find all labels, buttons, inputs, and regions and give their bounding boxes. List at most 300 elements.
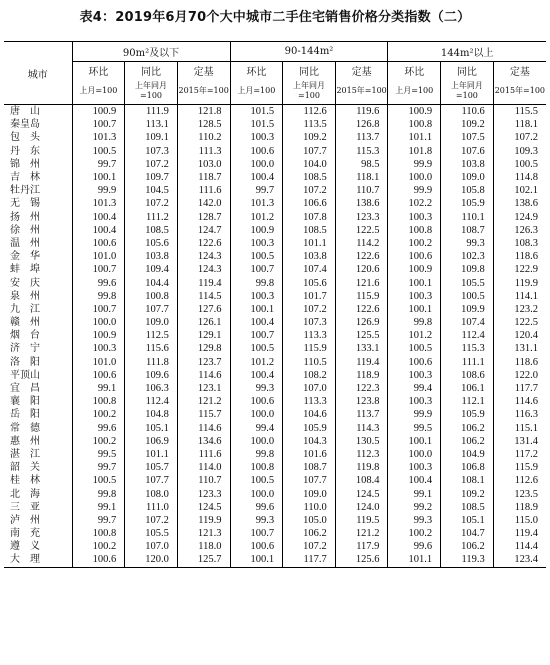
value-cell: 111.9 — [125, 105, 178, 119]
value-cell: 105.6 — [283, 276, 336, 289]
value-cell: 104.5 — [125, 184, 178, 197]
value-cell: 115.0 — [493, 514, 546, 527]
value-cell: 99.3 — [230, 514, 283, 527]
value-cell: 110.5 — [283, 356, 336, 369]
group-header-large: 144m²以上 — [388, 42, 546, 62]
city-cell: 烟 台 — [10, 330, 40, 342]
value-cell: 112.4 — [441, 329, 494, 342]
table-row — [4, 158, 546, 171]
sub-header-base: 定基 — [493, 62, 546, 79]
value-cell: 111.6 — [177, 448, 230, 461]
value-cell: 99.8 — [230, 276, 283, 289]
sub-header-yoy: 同比 — [283, 62, 336, 79]
value-cell: 133.1 — [335, 342, 388, 355]
value-cell: 107.6 — [441, 145, 494, 158]
value-cell: 100.0 — [230, 435, 283, 448]
value-cell: 107.4 — [441, 316, 494, 329]
value-cell: 100.6 — [388, 356, 441, 369]
value-cell: 102.1 — [493, 184, 546, 197]
value-cell: 108.5 — [125, 224, 178, 237]
value-cell: 115.9 — [283, 342, 336, 355]
value-cell: 100.5 — [388, 342, 441, 355]
city-cell: 三 亚 — [10, 501, 40, 513]
value-cell: 118.6 — [493, 250, 546, 263]
value-cell: 112.6 — [493, 474, 546, 487]
value-cell: 103.8 — [441, 158, 494, 171]
table-row — [4, 316, 546, 329]
value-cell: 100.5 — [493, 158, 546, 171]
city-cell: 襄 阳 — [10, 396, 40, 408]
sub-header-base: 定基 — [335, 62, 388, 79]
value-cell: 100.7 — [72, 118, 125, 131]
table-row — [4, 145, 546, 158]
value-cell: 119.4 — [493, 527, 546, 540]
table-row — [4, 382, 546, 395]
value-cell: 100.1 — [72, 171, 125, 184]
value-cell: 100.5 — [230, 342, 283, 355]
value-cell: 113.5 — [283, 118, 336, 131]
city-cell: 桂 林 — [10, 475, 40, 487]
value-cell: 106.2 — [441, 540, 494, 553]
value-cell: 101.8 — [388, 145, 441, 158]
table-row — [4, 263, 546, 276]
value-cell: 122.6 — [335, 303, 388, 316]
value-cell: 100.5 — [230, 250, 283, 263]
city-cell: 包 头 — [10, 132, 40, 144]
value-cell: 105.5 — [125, 527, 178, 540]
value-cell: 101.1 — [388, 553, 441, 567]
value-cell: 120.4 — [493, 329, 546, 342]
value-cell: 122.6 — [177, 237, 230, 250]
value-cell: 109.6 — [125, 369, 178, 382]
value-cell: 105.0 — [283, 514, 336, 527]
value-cell: 99.7 — [72, 461, 125, 474]
value-cell: 100.0 — [72, 316, 125, 329]
value-cell: 105.9 — [283, 422, 336, 435]
value-cell: 100.7 — [230, 263, 283, 276]
value-cell: 104.9 — [441, 448, 494, 461]
table-row — [4, 448, 546, 461]
value-cell: 108.5 — [283, 171, 336, 184]
value-cell: 107.4 — [283, 263, 336, 276]
value-cell: 108.5 — [441, 501, 494, 514]
value-cell: 115.3 — [441, 342, 494, 355]
city-cell: 济 宁 — [10, 343, 40, 355]
table-row — [4, 369, 546, 382]
value-cell: 113.3 — [283, 395, 336, 408]
value-cell: 122.3 — [335, 382, 388, 395]
value-cell: 100.9 — [72, 329, 125, 342]
base-header-last-month: 上月=100 — [72, 78, 125, 105]
value-cell: 100.6 — [388, 250, 441, 263]
value-cell: 100.1 — [230, 553, 283, 567]
table-row — [4, 540, 546, 553]
city-cell: 牡丹江 — [10, 185, 40, 197]
value-cell: 99.9 — [72, 184, 125, 197]
city-cell: 安 庆 — [10, 277, 40, 289]
city-cell: 岳 阳 — [10, 409, 40, 421]
value-cell: 99.9 — [388, 408, 441, 421]
value-cell: 117.7 — [283, 553, 336, 567]
value-cell: 107.7 — [283, 145, 336, 158]
value-cell: 99.6 — [72, 276, 125, 289]
value-cell: 105.6 — [125, 237, 178, 250]
value-cell: 99.6 — [230, 501, 283, 514]
value-cell: 109.0 — [441, 171, 494, 184]
city-cell: 湛 江 — [10, 448, 40, 460]
value-cell: 100.3 — [230, 131, 283, 144]
table-row — [4, 290, 546, 303]
value-cell: 111.2 — [125, 211, 178, 224]
value-cell: 114.6 — [177, 369, 230, 382]
city-cell: 泉 州 — [10, 290, 40, 302]
value-cell: 109.3 — [493, 145, 546, 158]
value-cell: 99.9 — [388, 184, 441, 197]
value-cell: 111.1 — [441, 356, 494, 369]
value-cell: 105.9 — [441, 408, 494, 421]
value-cell: 109.4 — [125, 263, 178, 276]
value-cell: 101.1 — [388, 131, 441, 144]
value-cell: 103.8 — [125, 250, 178, 263]
value-cell: 100.9 — [388, 263, 441, 276]
value-cell: 107.5 — [441, 131, 494, 144]
value-cell: 109.2 — [441, 118, 494, 131]
city-cell: 大 理 — [4, 553, 72, 567]
value-cell: 121.2 — [177, 395, 230, 408]
value-cell: 108.7 — [283, 461, 336, 474]
base-header-2015: 2015年=100 — [335, 78, 388, 105]
value-cell: 109.8 — [441, 263, 494, 276]
value-cell: 99.6 — [72, 422, 125, 435]
value-cell: 100.4 — [72, 211, 125, 224]
value-cell: 100.6 — [72, 237, 125, 250]
city-cell: 韶 关 — [10, 462, 40, 474]
value-cell: 105.7 — [125, 461, 178, 474]
value-cell: 105.9 — [441, 197, 494, 210]
value-cell: 101.0 — [72, 250, 125, 263]
value-cell: 122.0 — [493, 369, 546, 382]
table-row — [4, 329, 546, 342]
value-cell: 124.9 — [493, 211, 546, 224]
value-cell: 99.1 — [72, 501, 125, 514]
value-cell: 128.7 — [177, 211, 230, 224]
value-cell: 109.1 — [125, 131, 178, 144]
value-cell: 122.6 — [335, 250, 388, 263]
value-cell: 99.1 — [388, 487, 441, 500]
city-cell: 洛 阳 — [10, 356, 40, 368]
base-header-last-year: 上年同月=100 — [283, 78, 336, 105]
table-body — [4, 105, 546, 568]
value-cell: 99.8 — [72, 487, 125, 500]
value-cell: 105.1 — [441, 514, 494, 527]
city-cell: 赣 州 — [10, 317, 40, 329]
value-cell: 114.5 — [177, 290, 230, 303]
table-row — [4, 514, 546, 527]
value-cell: 100.1 — [230, 303, 283, 316]
value-cell: 107.2 — [125, 158, 178, 171]
group-header-small: 90m²及以下 — [72, 42, 230, 62]
table-row — [4, 461, 546, 474]
value-cell: 121.8 — [177, 105, 230, 119]
value-cell: 115.7 — [177, 408, 230, 421]
value-cell: 129.1 — [177, 329, 230, 342]
table-row — [4, 487, 546, 500]
value-cell: 98.5 — [335, 158, 388, 171]
value-cell: 113.3 — [283, 329, 336, 342]
value-cell: 99.1 — [72, 382, 125, 395]
value-cell: 101.7 — [283, 290, 336, 303]
value-cell: 110.6 — [441, 105, 494, 119]
city-cell: 蚌 埠 — [10, 264, 40, 276]
sub-header-mom: 环比 — [72, 62, 125, 79]
value-cell: 117.2 — [493, 448, 546, 461]
value-cell: 109.0 — [125, 316, 178, 329]
value-cell: 134.6 — [177, 435, 230, 448]
value-cell: 100.7 — [72, 263, 125, 276]
city-cell: 秦皇岛 — [10, 119, 40, 131]
value-cell: 131.4 — [493, 435, 546, 448]
value-cell: 100.2 — [72, 540, 125, 553]
city-cell: 扬 州 — [10, 211, 40, 223]
value-cell: 111.3 — [177, 145, 230, 158]
value-cell: 119.9 — [177, 514, 230, 527]
value-cell: 99.4 — [230, 422, 283, 435]
value-cell: 100.0 — [388, 171, 441, 184]
value-cell: 106.3 — [125, 382, 178, 395]
table-row — [4, 395, 546, 408]
value-cell: 100.3 — [388, 290, 441, 303]
value-cell: 104.7 — [441, 527, 494, 540]
value-cell: 118.1 — [335, 171, 388, 184]
value-cell: 100.3 — [388, 461, 441, 474]
value-cell: 101.1 — [283, 237, 336, 250]
sub-header-mom: 环比 — [388, 62, 441, 79]
value-cell: 99.7 — [72, 158, 125, 171]
value-cell: 123.1 — [177, 382, 230, 395]
value-cell: 101.2 — [230, 211, 283, 224]
value-cell: 121.3 — [177, 527, 230, 540]
city-cell: 九 江 — [10, 303, 40, 315]
group-header-medium: 90-144m² — [230, 42, 388, 62]
city-cell: 无 锡 — [10, 198, 40, 210]
value-cell: 118.9 — [335, 369, 388, 382]
value-cell: 107.2 — [125, 514, 178, 527]
price-index-table-container — [4, 41, 546, 568]
value-cell: 101.2 — [230, 356, 283, 369]
value-cell: 123.3 — [335, 211, 388, 224]
value-cell: 124.5 — [177, 501, 230, 514]
value-cell: 100.0 — [230, 487, 283, 500]
table-row — [4, 527, 546, 540]
value-cell: 126.3 — [493, 224, 546, 237]
value-cell: 110.7 — [335, 184, 388, 197]
city-cell: 平顶山 — [10, 369, 40, 381]
value-cell: 106.9 — [125, 435, 178, 448]
value-cell: 115.5 — [493, 105, 546, 119]
value-cell: 99.8 — [230, 448, 283, 461]
value-cell: 119.5 — [335, 514, 388, 527]
value-cell: 99.5 — [72, 448, 125, 461]
value-cell: 100.2 — [72, 435, 125, 448]
value-cell: 100.4 — [230, 316, 283, 329]
value-cell: 124.7 — [177, 224, 230, 237]
value-cell: 107.2 — [125, 197, 178, 210]
value-cell: 129.8 — [177, 342, 230, 355]
value-cell: 119.9 — [493, 276, 546, 289]
value-cell: 100.4 — [72, 224, 125, 237]
value-cell: 100.3 — [388, 211, 441, 224]
value-cell: 104.6 — [283, 408, 336, 421]
value-cell: 100.0 — [388, 448, 441, 461]
value-cell: 100.1 — [388, 303, 441, 316]
value-cell: 121.2 — [335, 527, 388, 540]
city-cell: 宜 昌 — [10, 383, 40, 395]
value-cell: 126.8 — [335, 118, 388, 131]
value-cell: 100.5 — [72, 145, 125, 158]
value-cell: 128.5 — [177, 118, 230, 131]
value-cell: 104.4 — [125, 276, 178, 289]
value-cell: 101.6 — [283, 448, 336, 461]
value-cell: 100.8 — [72, 527, 125, 540]
value-cell: 108.7 — [441, 224, 494, 237]
value-cell: 123.3 — [177, 487, 230, 500]
value-cell: 109.7 — [125, 171, 178, 184]
table-row — [4, 171, 546, 184]
value-cell: 100.7 — [72, 303, 125, 316]
value-cell: 109.0 — [283, 487, 336, 500]
value-cell: 102.3 — [441, 250, 494, 263]
value-cell: 118.0 — [177, 540, 230, 553]
value-cell: 126.1 — [177, 316, 230, 329]
value-cell: 107.3 — [283, 316, 336, 329]
value-cell: 115.3 — [335, 145, 388, 158]
value-cell: 118.7 — [177, 171, 230, 184]
value-cell: 99.8 — [72, 290, 125, 303]
value-cell: 100.2 — [72, 408, 125, 421]
value-cell: 104.3 — [283, 435, 336, 448]
value-cell: 109.2 — [283, 131, 336, 144]
table-row — [4, 501, 546, 514]
value-cell: 106.2 — [441, 435, 494, 448]
value-cell: 100.0 — [230, 408, 283, 421]
value-cell: 100.5 — [441, 290, 494, 303]
value-cell: 116.3 — [493, 408, 546, 421]
value-cell: 131.1 — [493, 342, 546, 355]
value-cell: 101.5 — [230, 118, 283, 131]
table-row — [4, 197, 546, 210]
value-cell: 122.9 — [493, 263, 546, 276]
value-cell: 138.6 — [493, 197, 546, 210]
value-cell: 99.3 — [441, 237, 494, 250]
base-header-last-year: 上年同月=100 — [125, 78, 178, 105]
value-cell: 123.4 — [493, 553, 546, 567]
table-row — [4, 184, 546, 197]
city-cell: 泸 州 — [10, 514, 40, 526]
value-cell: 123.7 — [177, 356, 230, 369]
value-cell: 100.8 — [125, 290, 178, 303]
city-cell: 丹 东 — [10, 145, 40, 157]
value-cell: 138.6 — [335, 197, 388, 210]
table-row — [4, 435, 546, 448]
value-cell: 124.3 — [177, 250, 230, 263]
value-cell: 114.6 — [177, 422, 230, 435]
value-cell: 100.7 — [230, 527, 283, 540]
table-row — [4, 408, 546, 421]
value-cell: 100.6 — [230, 145, 283, 158]
base-header-2015: 2015年=100 — [493, 78, 546, 105]
value-cell: 100.9 — [230, 224, 283, 237]
sub-header-mom: 环比 — [230, 62, 283, 79]
value-cell: 107.3 — [125, 145, 178, 158]
value-cell: 102.2 — [388, 197, 441, 210]
value-cell: 119.3 — [441, 553, 494, 567]
value-cell: 114.1 — [493, 290, 546, 303]
value-cell: 112.4 — [125, 395, 178, 408]
value-cell: 99.9 — [388, 158, 441, 171]
base-header-last-month: 上月=100 — [230, 78, 283, 105]
value-cell: 104.8 — [125, 408, 178, 421]
value-cell: 99.7 — [230, 184, 283, 197]
value-cell: 122.5 — [493, 316, 546, 329]
sub-header-base: 定基 — [177, 62, 230, 79]
value-cell: 118.6 — [493, 356, 546, 369]
value-cell: 119.4 — [177, 276, 230, 289]
value-cell: 100.5 — [72, 474, 125, 487]
value-cell: 107.2 — [283, 303, 336, 316]
value-cell: 100.6 — [72, 553, 125, 567]
value-cell: 108.5 — [283, 224, 336, 237]
value-cell: 110.7 — [177, 474, 230, 487]
table-row — [4, 250, 546, 263]
value-cell: 111.0 — [125, 501, 178, 514]
value-cell: 114.3 — [335, 422, 388, 435]
value-cell: 100.3 — [230, 290, 283, 303]
base-header-last-year: 上年同月=100 — [441, 78, 494, 105]
city-cell: 锦 州 — [10, 158, 40, 170]
value-cell: 100.5 — [230, 474, 283, 487]
value-cell: 111.8 — [125, 356, 178, 369]
table-row — [4, 276, 546, 289]
value-cell: 107.7 — [125, 474, 178, 487]
value-cell: 124.5 — [335, 487, 388, 500]
table-row — [4, 342, 546, 355]
value-cell: 101.3 — [230, 197, 283, 210]
value-cell: 100.4 — [230, 171, 283, 184]
city-cell: 惠 州 — [10, 435, 40, 447]
value-cell: 106.6 — [283, 197, 336, 210]
value-cell: 100.3 — [388, 369, 441, 382]
sub-header-yoy: 同比 — [125, 62, 178, 79]
value-cell: 101.3 — [72, 131, 125, 144]
value-cell: 123.5 — [493, 487, 546, 500]
value-cell: 100.9 — [388, 105, 441, 119]
value-cell: 119.8 — [335, 461, 388, 474]
value-cell: 142.0 — [177, 197, 230, 210]
value-cell: 105.8 — [441, 184, 494, 197]
value-cell: 100.0 — [230, 158, 283, 171]
value-cell: 99.3 — [230, 382, 283, 395]
value-cell: 110.2 — [177, 131, 230, 144]
value-cell: 106.1 — [441, 382, 494, 395]
base-header-row — [4, 78, 546, 105]
value-cell: 100.4 — [230, 369, 283, 382]
value-cell: 125.6 — [335, 553, 388, 567]
value-cell: 107.2 — [493, 131, 546, 144]
value-cell: 109.2 — [441, 487, 494, 500]
value-cell: 100.6 — [230, 395, 283, 408]
value-cell: 107.7 — [283, 474, 336, 487]
table-row — [4, 211, 546, 224]
